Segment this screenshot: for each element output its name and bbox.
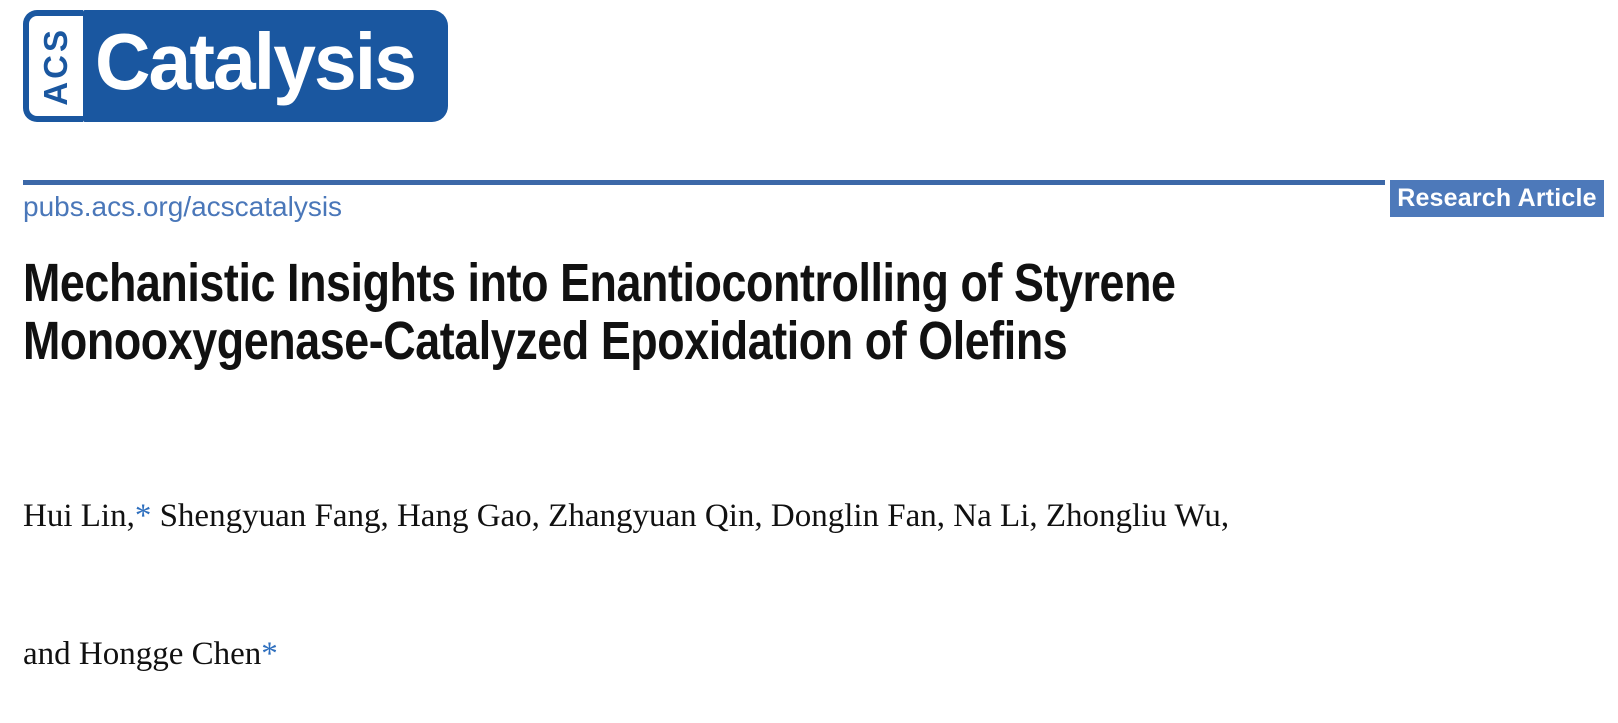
- author-name: Hui Lin,: [23, 498, 135, 534]
- corresponding-author-asterisk: *: [134, 498, 152, 534]
- acs-logo-tab: [23, 10, 83, 122]
- masthead-rule: [23, 180, 1385, 185]
- author-line-2: [23, 631, 1229, 677]
- article-title-line-1: Mechanistic Insights into Enantiocontrolling of Styrene: [23, 253, 1176, 313]
- author-line-1: [23, 493, 1229, 539]
- acs-catalysis-logo: [23, 10, 448, 122]
- corresponding-author-asterisk: *: [261, 636, 278, 672]
- author-name: and Hongge Chen: [23, 636, 262, 672]
- article-type-label: Research Article: [1397, 184, 1597, 212]
- article-title: [23, 254, 1412, 370]
- article-type-badge: [1390, 180, 1604, 217]
- journal-url-link[interactable]: pubs.acs.org/acscatalysis: [23, 191, 343, 222]
- author-list: [23, 401, 1229, 723]
- journal-wordmark: [83, 10, 448, 122]
- article-title-line-2: Monooxygenase-Catalyzed Epoxidation of Olefins: [23, 311, 1068, 371]
- acs-logo-label: ACS: [37, 26, 74, 106]
- journal-name: Catalysis: [95, 17, 415, 106]
- author-names: Shengyuan Fang, Hang Gao, Zhangyuan Qin, Donglin Fan, Na Li, Zhongliu Wu,: [151, 498, 1230, 534]
